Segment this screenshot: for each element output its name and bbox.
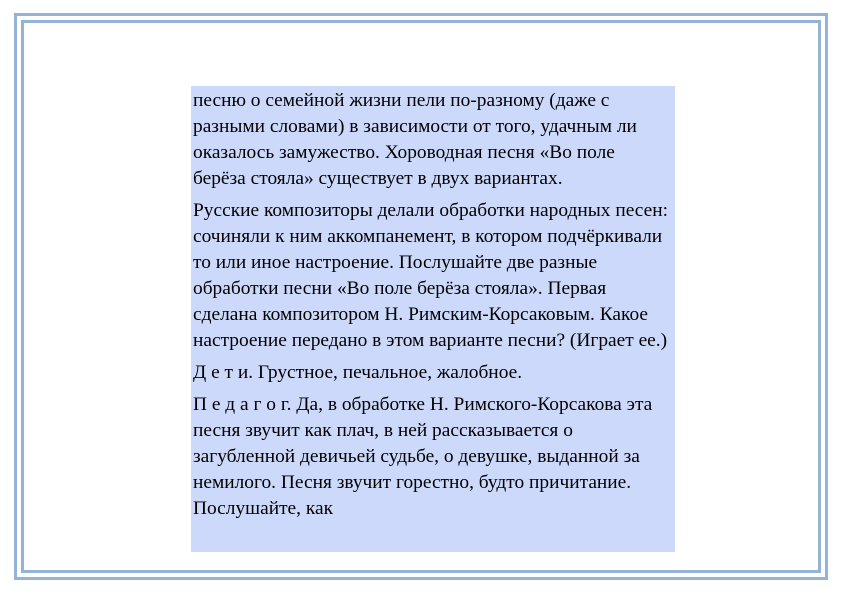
- paragraph-2-text: Русские композиторы делали обработки народных песен: сочиняли к ним аккомпанемент, в котором подчёркивали то или иное настроение. Послушайте две разные обработки песни «Во поле берёза стояла». Первая сделана композитором Н. Римским-Корсаковым. Какое настроение передано в этом варианте песни? (Играет ее.): [193, 200, 668, 351]
- speaker-teacher: П е д а г о г.: [193, 394, 292, 415]
- paragraph-2: [193, 198, 671, 354]
- paragraph-1-text: песню о семейной жизни пели по-разному (даже с разными словами) в зависимости от того, удачным ли оказалось замужество. Хороводная песня «Во поле берёза стояла» существует в двух вариантах.: [193, 90, 637, 189]
- paragraph-1: [193, 88, 671, 192]
- paragraph-4-text: Да, в обработке Н. Римского-Корсакова эта песня звучит как плач, в ней рассказывается о загубленной девичьей судьбе, о девушке, выданной за немилого. Песня звучит горестно, будто причитание. Послушайте, как: [193, 394, 653, 519]
- paragraph-3-text: Грустное, печальное, жалобное.: [253, 362, 523, 383]
- paragraph-3: [193, 360, 671, 386]
- paragraph-4: [193, 392, 671, 522]
- speaker-children: Д е т и.: [193, 362, 254, 383]
- slide-text-block: [191, 86, 675, 552]
